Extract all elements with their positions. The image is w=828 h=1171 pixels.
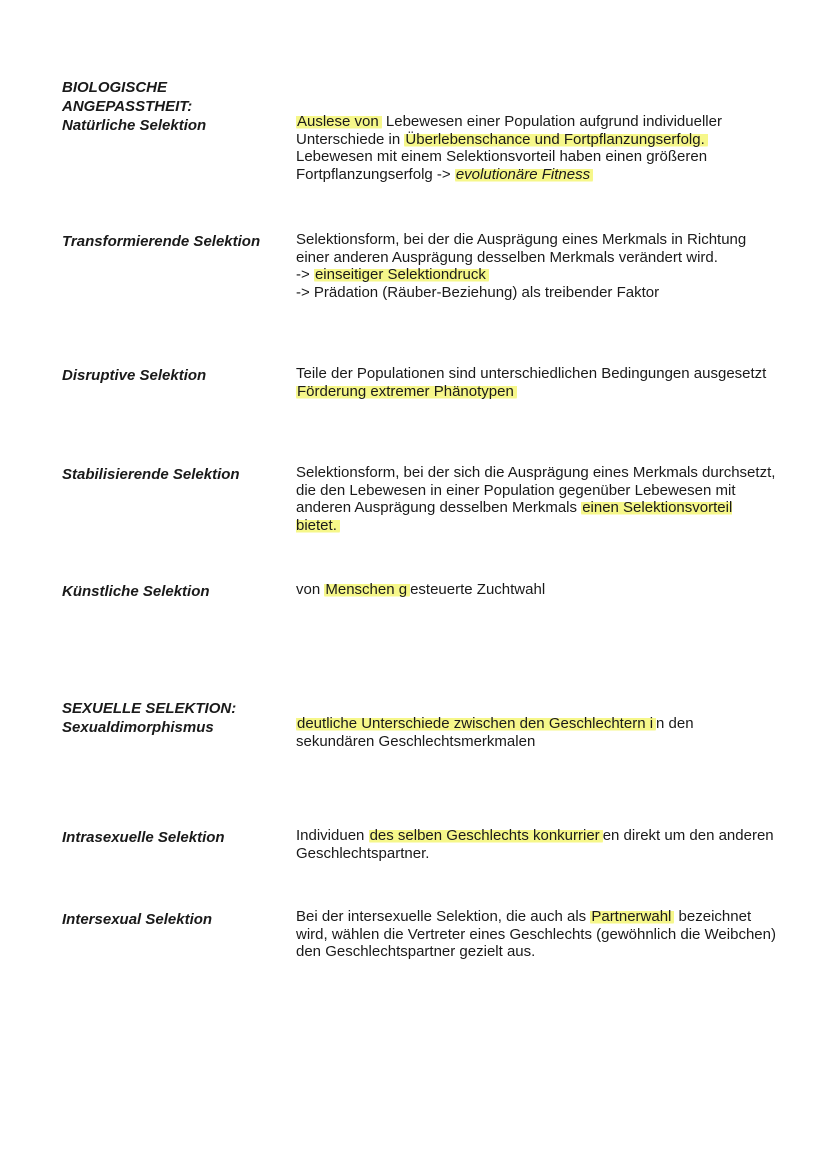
definition-intrasexuelle-selektion [296, 827, 776, 862]
text: von [296, 581, 325, 598]
highlight: Auslese von [296, 113, 382, 130]
text: -> Prädation (Räuber-Beziehung) als treibender Faktor [296, 283, 660, 301]
highlight: einen Selektionsvorteil bietet. [296, 499, 733, 534]
text: en direkt um den anderen Geschlechtspartner. [296, 827, 774, 862]
highlight: Partnerwahl [590, 908, 674, 925]
definition-stabilisierende-selektion [296, 464, 776, 534]
definition-natuerliche-selektion [296, 113, 776, 183]
term-kuenstliche-selektion: Künstliche Selektion [62, 583, 210, 600]
text: Fortpflanzungserfolg -> [296, 165, 455, 183]
highlight: Menschen g [324, 581, 410, 598]
term-intrasexuelle-selektion: Intrasexuelle Selektion [62, 829, 225, 846]
definition-sexualdimorphismus [296, 715, 776, 750]
highlight: einseitiger Selektiondruck [314, 266, 489, 283]
text: Lebewesen einer Population aufgrund individueller [381, 113, 722, 130]
definition-kuenstliche-selektion [296, 581, 776, 599]
text: Bei der intersexuelle Selektion, die auch als [296, 908, 591, 925]
term-transformierende-selektion: Transformierende Selektion [62, 233, 261, 250]
highlight: Förderung extremer Phänotypen [296, 383, 517, 400]
text: Individuen [296, 827, 369, 844]
definition-transformierende-selektion [296, 231, 776, 301]
highlight: Überlebenschance und Fortpflanzungserfolg. [404, 131, 707, 148]
definition-disruptive-selektion [296, 365, 776, 400]
term-disruptive-selektion: Disruptive Selektion [62, 367, 207, 384]
text: esteuerte Zuchtwahl [410, 581, 546, 598]
section-heading-sexuelle-selektion: SEXUELLE SELEKTION: [62, 700, 237, 717]
text: Teile der Populationen sind unterschiedlichen Bedingungen ausgesetzt [296, 365, 767, 382]
term-intersexual-selektion: Intersexual Selektion [62, 911, 213, 928]
definition-intersexual-selektion [296, 908, 776, 961]
text: bezeichnet wird, wählen die Vertreter eines Geschlechts (gewöhnlich die Weibchen) den Geschlechtspartner gezielt aus. [296, 908, 776, 960]
text: Unterschiede in [296, 130, 405, 148]
term-sexualdimorphismus: Sexualdimorphismus [62, 719, 214, 736]
highlight: deutliche Unterschiede zwischen den Geschlechtern i [296, 715, 656, 732]
text: Selektionsform, bei der die Ausprägung eines Merkmals in Richtung einer anderen Ausprägung desselben Merkmals verändert wird. [296, 231, 747, 266]
text: -> [296, 266, 314, 283]
section-heading-biologische-angepasstheit: BIOLOGISCHE ANGEPASSTHEIT: [62, 79, 193, 115]
text: Selektionsform, bei der sich die Ausprägung eines Merkmals durchsetzt, die den Lebewesen in einer Population gegenüber Lebewesen mit anderen Ausprägung desselben Merkmals [296, 464, 776, 516]
highlight: des selben Geschlechts konkurrier [369, 827, 603, 844]
highlight: evolutionäre Fitness [455, 166, 593, 183]
term-natuerliche-selektion: Natürliche Selektion [62, 117, 207, 134]
text: n den sekundären Geschlechtsmerkmalen [296, 715, 694, 750]
term-stabilisierende-selektion: Stabilisierende Selektion [62, 466, 240, 483]
text: Lebewesen mit einem Selektionsvorteil haben einen größeren [296, 148, 708, 165]
